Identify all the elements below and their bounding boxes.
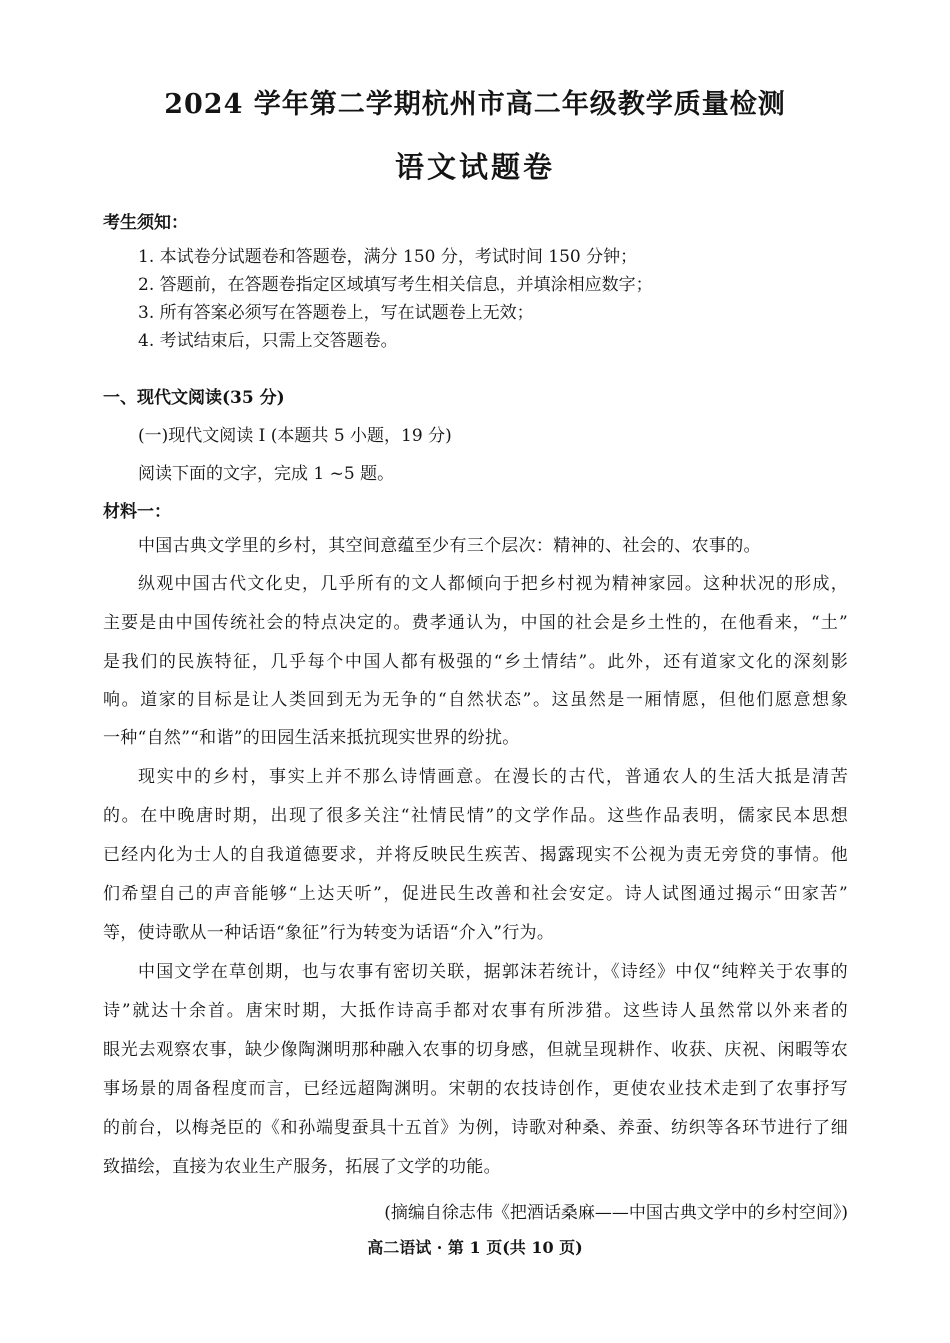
body-line: 们希望自己的声音能够“上达天听”，促进民生改善和社会安定。诗人试图通过揭示“田家苦” xyxy=(103,884,848,904)
exam-subtitle: 语文试题卷 xyxy=(394,150,555,184)
notice-item-1: 1. 本试卷分试题卷和答题卷，满分 150 分，考试时间 150 分钟； xyxy=(138,247,638,267)
body-line: 眼光去观察农事，缺少像陶渊明那种融入农事的切身感，但就呈现耕作、收获、庆祝、闲暇等农 xyxy=(103,1040,848,1060)
notice-item-2: 2. 答题前，在答题卷指定区域填写考生相关信息，并填涂相应数字； xyxy=(138,275,653,295)
material-heading: 材料一： xyxy=(103,502,171,522)
body-line: 诗”就达十余首。唐宋时期，大抵作诗高手都对农事有所涉猎。这些诗人虽然常以外来者的 xyxy=(103,1001,848,1021)
body-line: 现实中的乡村，事实上并不那么诗情画意。在漫长的古代，普通农人的生活大抵是清苦 xyxy=(138,767,848,787)
section-instruction: 阅读下面的文字，完成 1 ~5 题。 xyxy=(138,464,395,484)
body-line: 中国古典文学里的乡村，其空间意蕴至少有三个层次：精神的、社会的、农事的。 xyxy=(138,536,761,556)
notice-heading: 考生须知： xyxy=(103,213,188,233)
body-line: 响。道家的目标是让人类回到无为无争的“自然状态”。这虽然是一厢情愿，但他们愿意想象 xyxy=(103,690,848,710)
body-line: 一种“自然”“和谐”的田园生活来抵抗现实世界的纷扰。 xyxy=(103,728,520,748)
body-line: 等，使诗歌从一种话语“象征”行为转变为话语“介入”行为。 xyxy=(103,923,555,943)
body-line: 已经内化为士人的自我道德要求，并将反映民生疾苦、揭露现实不公视为责无旁贷的事情。他 xyxy=(103,845,848,865)
notice-item-4: 4. 考试结束后，只需上交答题卷。 xyxy=(138,331,398,351)
page-footer: 高二语试 · 第 1 页(共 10 页) xyxy=(367,1238,583,1257)
body-line: 事场景的周备程度而言，已经远超陶渊明。宋朝的农技诗创作，更使农业技术走到了农事抒写 xyxy=(103,1079,848,1099)
body-line: 纵观中国古代文化史，几乎所有的文人都倾向于把乡村视为精神家园。这种状况的形成， xyxy=(138,574,848,594)
source-citation: (摘编自徐志伟《把酒话桑麻——中国古典文学中的乡村空间》) xyxy=(384,1203,848,1223)
body-line: 的前台，以梅尧臣的《和孙端叟蚕具十五首》为例，诗歌对种桑、养蚕、纺织等各环节进行了细 xyxy=(103,1118,848,1138)
body-line: 致描绘，直接为农业生产服务，拓展了文学的功能。 xyxy=(103,1157,501,1177)
notice-item-3: 3. 所有答案必须写在答题卷上，写在试题卷上无效； xyxy=(138,303,534,323)
section-heading: 一、现代文阅读(35 分) xyxy=(103,388,285,408)
body-line: 是我们的民族特征，几乎每个中国人都有极强的“乡土情结”。此外，还有道家文化的深刻影 xyxy=(103,652,848,672)
body-line: 的。在中晚唐时期，出现了很多关注“社情民情”的文学作品。这些作品表明，儒家民本思想 xyxy=(103,806,848,826)
section-sub-heading: (一)现代文阅读 I (本题共 5 小题，19 分) xyxy=(138,426,452,446)
body-line: 主要是由中国传统社会的特点决定的。费孝通认为，中国的社会是乡土性的，在他看来，“土” xyxy=(103,613,848,633)
body-line: 中国文学在草创期，也与农事有密切关联，据郭沫若统计，《诗经》中仅“纯粹关于农事的 xyxy=(138,962,848,982)
exam-title: 2024 学年第二学期杭州市高二年级教学质量检测 xyxy=(164,89,786,120)
